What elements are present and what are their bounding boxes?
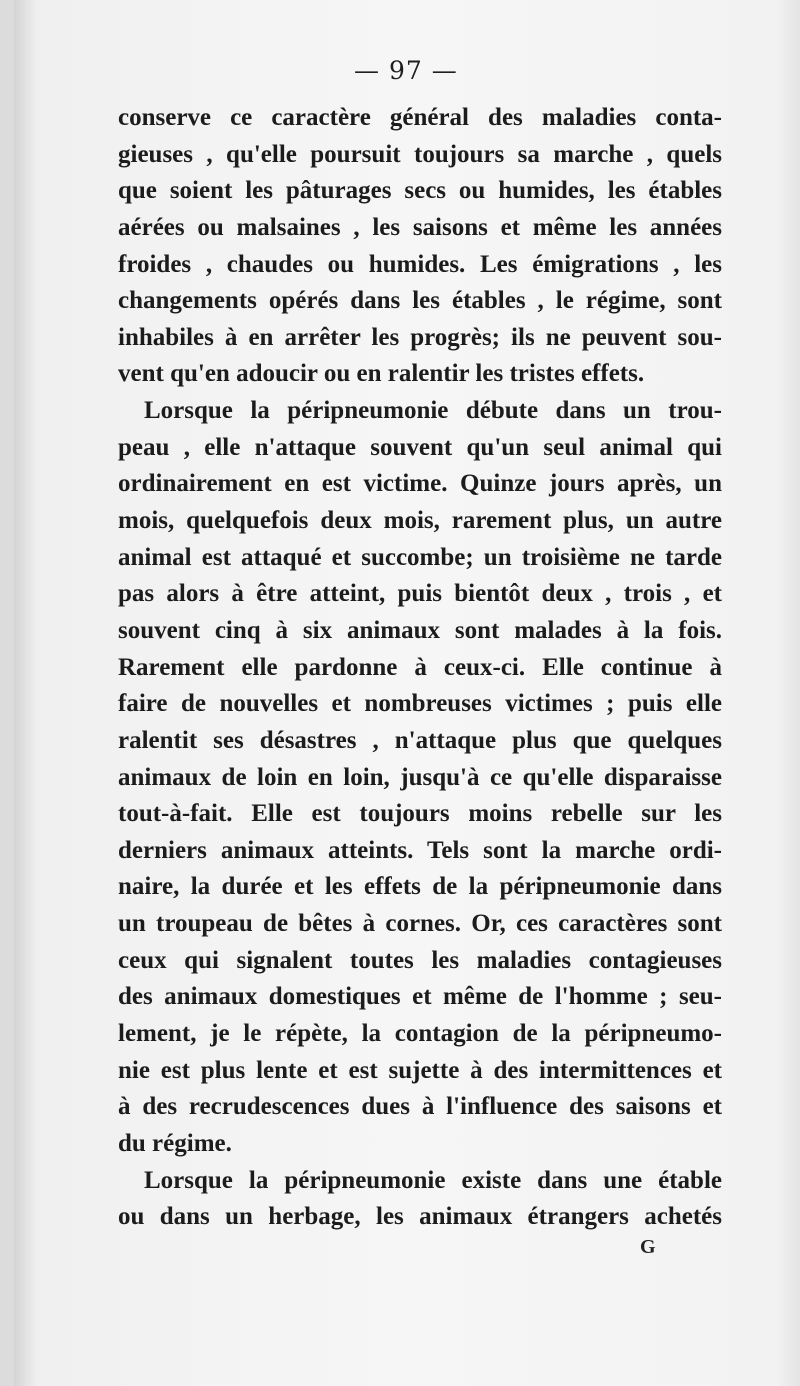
text-line: animaux de loin en loin, jusqu'à ce qu'elle disparaisse [118,763,722,791]
text-line: vent qu'en adoucir ou en ralentir les tristes effets. [118,360,645,388]
text-line: souvent cinq à six animaux sont malades à la fois. [118,616,722,644]
text-line: ou dans un herbage, les animaux étrangers achetés [118,1203,722,1231]
signature-mark: G [640,1236,656,1258]
text-line: tout-à-fait. Elle est toujours moins rebelle sur les [118,800,722,828]
body-text [118,100,722,1236]
text-line: que soient les pâturages secs ou humides, les étables [118,177,722,205]
text-line: froides , chaudes ou humides. Les émigrations , les [118,250,722,278]
text-line: faire de nouvelles et nombreuses victimes ; puis elle [118,690,722,718]
text-line: un troupeau de bêtes à cornes. Or, ces caractères sont [118,910,722,938]
text-line: nie est plus lente et est sujette à des intermittences et [118,1056,722,1084]
text-line: gieuses , qu'elle poursuit toujours sa marche , quels [118,140,722,168]
text-line: ralentit ses désastres , n'attaque plus que quelques [118,726,722,754]
text-line: ceux qui signalent toutes les maladies contagieuses [118,946,722,974]
text-line: peau , elle n'attaque souvent qu'un seul animal qui [118,433,722,461]
text-line: à des recrudescences dues à l'influence des saisons et [118,1093,722,1121]
text-line: naire, la durée et les effets de la péripneumonie dans [118,873,722,901]
text-line: mois, quelquefois deux mois, rarement plus, un autre [118,507,722,535]
text-line: inhabiles à en arrêter les progrès; ils ne peuvent sou- [118,323,722,351]
text-line: animal est attaqué et succombe; un troisième ne tarde [118,543,722,571]
text-line: changements opérés dans les étables , le régime, sont [118,287,722,315]
text-line: Lorsque la péripneumonie débute dans un trou- [144,397,722,425]
text-line: ordinairement en est victime. Quinze jours après, un [118,470,722,498]
text-line: derniers animaux atteints. Tels sont la marche ordi- [118,836,722,864]
page-number: — 97 — [354,56,458,85]
book-page [14,0,800,1386]
text-line: Rarement elle pardonne à ceux-ci. Elle continue à [118,653,722,681]
text-line: lement, je le répète, la contagion de la péripneumo- [118,1020,722,1048]
text-line: des animaux domestiques et même de l'homme ; seu- [118,983,722,1011]
text-line: conserve ce caractère général des maladies conta- [118,104,722,131]
text-line: Lorsque la péripneumonie existe dans une étable [144,1166,722,1194]
text-line: aérées ou malsaines , les saisons et même les années [118,213,722,241]
text-line: du régime. [118,1129,232,1157]
text-line: pas alors à être atteint, puis bientôt deux , trois , et [118,580,722,608]
